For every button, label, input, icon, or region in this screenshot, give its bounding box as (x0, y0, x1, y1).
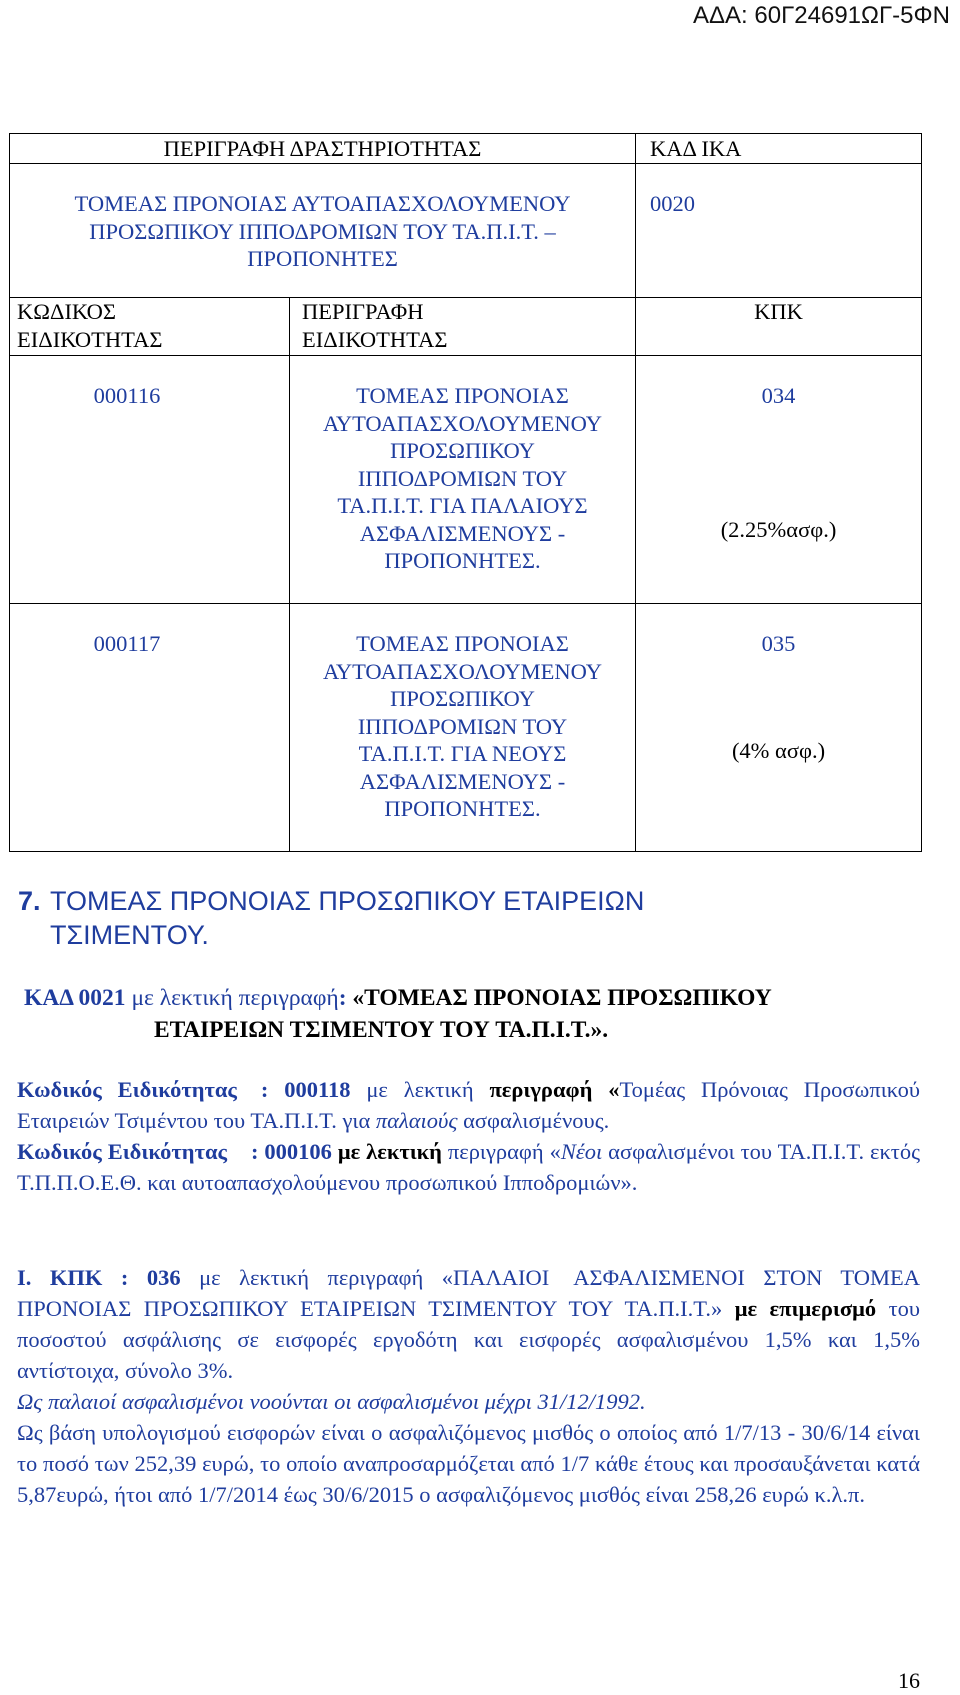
spec-mid: με λεκτική (337, 1139, 442, 1164)
kpk-text: του ποσοστού ασφάλισης σε εισφορές εργοδότη και εισφορές ασφαλισμένου 1,5% και 1,5% αντίστοιχα, σύνολο 3%. (17, 1296, 921, 1383)
desc-line: ΠΡΟΣΩΠΙΚΟΥ (390, 438, 535, 463)
spec-text: ασφαλισμένοι του ΤΑ.Π.Ι.Τ. εκτός Τ.Π.Π.Ο.Ε.Θ. και αυτοαπασχολούμενου προσωπικού Ιπποδρομιών». (17, 1139, 920, 1195)
old-insured-note: Ως παλαιοί ασφαλισμένοι νοούνται οι ασφαλισμένοι μέχρι 31/12/1992. (17, 1389, 646, 1414)
section-title-line: ΤΣΙΜΕΝΤΟΥ. (50, 920, 209, 950)
kpk-text: με λεκτική περιγραφή «ΠΑΛΑΙΟΙ (180, 1265, 550, 1290)
spec-text: ασφαλισμένους. (457, 1108, 610, 1133)
section-title-line: ΤΟΜΕΑΣ ΠΡΟΝΟΙΑΣ ΠΡΟΣΩΠΙΚΟΥ ΕΤΑΙΡΕΙΩΝ (50, 886, 645, 916)
desc-header-line: ΠΕΡΙΓΡΑΦΗ (302, 299, 424, 324)
code-header-line: ΚΩΔΙΚΟΣ (17, 299, 116, 324)
row-kpk-cell (636, 604, 922, 852)
spec-italic: Νέοι (560, 1139, 603, 1164)
kad-header-cell (636, 134, 922, 164)
kpk-036 (17, 1262, 920, 1386)
activity-description-cell (10, 164, 636, 298)
kpk-text: ΑΣΦΑΛΙΣΜΕΝΟΙ ΣΤΟΝ ΤΟΜΕΑ ΠΡΟΝΟΙΑΣ ΠΡΟΣΩΠΙΚΟΥ ΕΤΑΙΡΕΙΩΝ ΤΣΙΜΕΝΤΟΥ ΤΟΥ ΤΑ.Π.Ι.Τ.» (17, 1265, 920, 1321)
spec-code: : 000106 (251, 1139, 332, 1164)
desc-header-cell (290, 298, 636, 356)
row-code-cell (10, 604, 290, 852)
spec-label: Κωδικός Ειδικότητας (17, 1139, 227, 1164)
section-heading (18, 884, 918, 952)
activity-line: ΠΡΟΣΩΠΙΚΟΥ ΙΠΠΟΔΡΟΜΙΩΝ ΤΟΥ ΤΑ.Π.Ι.Τ. – (89, 218, 556, 244)
activity-header: ΠΕΡΙΓΡΑΦΗ ΔΡΑΣΤΗΡΙΟΤΗΤΑΣ (163, 135, 482, 161)
desc-line: ΙΠΠΟΔΡΟΜΙΩΝ ΤΟΥ (357, 713, 568, 739)
activity-line: ΤΟΜΕΑΣ ΠΡΟΝΟΙΑΣ ΑΥΤΟΑΠΑΣΧΟΛΟΥΜΕΝΟΥ (74, 191, 571, 216)
kpk-prefix: Ι. ΚΠΚ : 036 (17, 1265, 181, 1290)
kpk-rate: (4% ασφ.) (731, 737, 826, 763)
kpk-header-cell (636, 298, 922, 356)
desc-line: ΤΑ.Π.Ι.Τ. ΓΙΑ ΠΑΛΑΙΟΥΣ (337, 493, 588, 518)
specialty-code: 000116 (93, 383, 161, 408)
kad-mid-text: με λεκτική περιγραφή (125, 985, 339, 1011)
kpk-code: 035 (761, 631, 796, 656)
code-header-cell (10, 298, 290, 356)
desc-line: ΑΥΤΟΑΠΑΣΧΟΛΟΥΜΕΝΟΥ (323, 410, 602, 436)
desc-line: ΠΡΟΣΩΠΙΚΟΥ (390, 686, 535, 711)
desc-line: ΙΠΠΟΔΡΟΜΙΩΝ ΤΟΥ (357, 465, 568, 491)
spec-mid: με λεκτική (366, 1077, 474, 1102)
ada-code: ΑΔΑ: 60Γ24691ΩΓ-5ΦΝ (692, 2, 950, 29)
spec-italic: παλαιούς (375, 1108, 458, 1133)
desc-line: ΑΣΦΑΛΙΣΜΕΝΟΥΣ - (359, 520, 566, 546)
row-kpk-cell (636, 356, 922, 604)
specialty-paragraphs (17, 1074, 920, 1198)
spec-text: Τομέας Πρόνοιας Προσωπικού Εταιρειών Τσιμέντου του ΤΑ.Π.Ι.Τ. για (17, 1077, 921, 1133)
spec-label: Κωδικός Ειδικότητας (17, 1077, 237, 1102)
kad-table (9, 133, 922, 852)
row-desc-cell (290, 356, 636, 604)
kpk-rate: (2.25%ασφ.) (720, 516, 837, 542)
desc-line: ΑΣΦΑΛΙΣΜΕΝΟΥΣ - (359, 768, 566, 794)
kad-name-line: ΕΤΑΙΡΕΙΩΝ ΤΣΙΜΕΝΤΟΥ ΤΟΥ ΤΑ.Π.Ι.Τ.». (154, 1017, 609, 1043)
kpk-bold: με επιμερισμό (734, 1296, 877, 1321)
section-number: 7. (18, 886, 41, 916)
kad-colon: : (338, 985, 347, 1011)
kad-label: ΚΑΔ 0021 (24, 985, 126, 1011)
desc-line: ΠΡΟΠΟΝΗΤΕΣ. (384, 796, 541, 821)
desc-line: ΑΥΤΟΑΠΑΣΧΟΛΟΥΜΕΝΟΥ (323, 658, 602, 684)
spec-desc-word: περιγραφή (489, 1077, 593, 1102)
row-code-cell (10, 356, 290, 604)
specialty-000118 (17, 1074, 920, 1136)
activity-header-cell (10, 134, 636, 164)
kad-name: «ΤΟΜΕΑΣ ΠΡΟΝΟΙΑΣ ΠΡΟΣΩΠΙΚΟΥ (346, 985, 772, 1011)
specialty-code: 000117 (93, 631, 161, 656)
spec-colon: : (260, 1077, 269, 1102)
kad-description (24, 982, 924, 1046)
activity-line: ΠΡΟΠΟΝΗΤΕΣ (247, 246, 398, 271)
spec-text: περιγραφή « (441, 1139, 561, 1164)
desc-line: ΠΡΟΠΟΝΗΤΕΣ. (384, 548, 541, 573)
desc-line: ΤΟΜΕΑΣ ΠΡΟΝΟΙΑΣ (356, 383, 569, 408)
kpk-code: 034 (761, 383, 796, 408)
specialty-000106 (17, 1136, 920, 1198)
spec-code: 000118 (284, 1077, 351, 1102)
kad-header: ΚΑΔ ΙΚΑ (650, 135, 742, 161)
kad-value: 0020 (650, 191, 696, 216)
code-header-line: ΕΙΔΙΚΟΤΗΤΑΣ (17, 326, 163, 352)
desc-header-line: ΕΙΔΙΚΟΤΗΤΑΣ (302, 326, 448, 352)
desc-line: ΤΑ.Π.Ι.Τ. ΓΙΑ ΝΕΟΥΣ (358, 741, 567, 766)
desc-line: ΤΟΜΕΑΣ ΠΡΟΝΟΙΑΣ (356, 631, 569, 656)
kpk-paragraphs (17, 1262, 920, 1510)
row-desc-cell (290, 604, 636, 852)
kad-value-cell (636, 164, 922, 298)
kpk-header: ΚΠΚ (754, 299, 803, 324)
contribution-base-text: Ως βάση υπολογισμού εισφορών είναι ο ασφαλιζόμενος μισθός ο οποίος από 1/7/13 - 30/6/14 είναι το ποσό των 252,39 ευρώ, το οποίο αναπροσαρμόζεται από 1/7 κάθε έτους και προσαυξάνεται κατά 5,87ευρώ, ήτοι από 1/7/2014 έως 30/6/2015 ο ασφαλιζόμενος μισθός είναι 258,26 ευρώ κ.λ.π. (17, 1420, 920, 1507)
page-number: 16 (898, 1668, 920, 1693)
spec-quote: « (608, 1077, 620, 1102)
